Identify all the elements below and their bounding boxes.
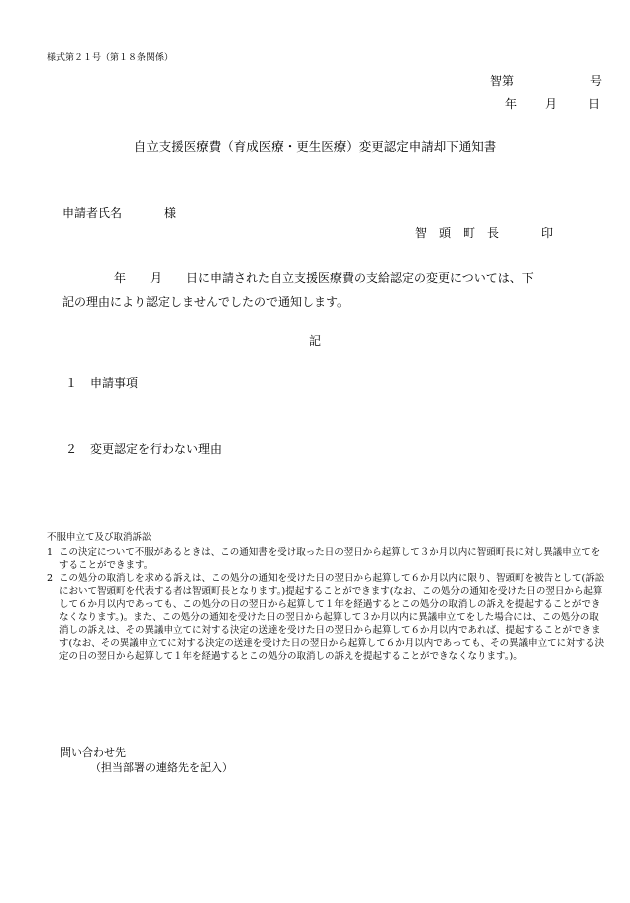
appeal-notice-number: 1 xyxy=(47,547,54,558)
appeal-notice-item xyxy=(47,546,607,572)
body-line-1: 年 月 日に申請された自立支援医療費の支給認定の変更については、下 xyxy=(114,271,534,285)
item-number: １ xyxy=(65,376,78,390)
item-label: 申請事項 xyxy=(90,376,139,390)
notice-body xyxy=(62,266,604,314)
contact-note: （担当部署の連絡先を記入） xyxy=(90,761,233,774)
date-day: 日 xyxy=(588,97,601,111)
applicant-honorific: 様 xyxy=(164,206,177,220)
form-label: 様式第２１号（第１８条関係） xyxy=(47,53,174,63)
item-reason xyxy=(65,440,222,457)
appeal-notice-number: 2 xyxy=(47,573,54,584)
body-line-2: 記の理由により認定しませんでしたので通知します。 xyxy=(62,295,350,309)
item-number: ２ xyxy=(65,442,78,456)
issuer-name: 智 頭 町 長 xyxy=(415,226,500,240)
ki-heading: 記 xyxy=(308,334,321,348)
document-number-prefix: 智第 xyxy=(490,74,515,88)
seal-mark: 印 xyxy=(541,226,554,240)
item-label: 変更認定を行わない理由 xyxy=(90,442,223,456)
item-application xyxy=(65,374,138,391)
appeal-notice-text: この処分の取消しを求める訴えは、この処分の通知を受けた日の翌日から起算して６か月以内に限り、智頭町を被告として(訴訟において智頭町を代表する者は智頭町長となります。)提起することができます(なお、この処分の通知を受けた日の翌日から起算して６か月以内であっても、この処分の日の翌日から起算して１年を経過するとこの処分の取消しの訴えを提起することができなくなります。)。また、この処分の通知を受けた日の翌日から起算して３か月以内に異議申立てをした場合には、この処分の取消しの訴えは、その異議申立てに対する決定の送達を受けた日の翌日から起算して６か月以内であれば、提起することができます(なお、その異議申立てに対する決定の送達を受けた日の翌日から起算して６か月以内であっても、その異議申立てに対する決定の日の翌日から起算して１年を経過するとこの処分の取消しの訴えを提起することができなくなります。)。 xyxy=(59,573,605,662)
applicant-label: 申請者氏名 xyxy=(62,206,123,220)
appeal-notice-heading: 不服申立て及び取消訴訟 xyxy=(47,532,152,543)
date-month: 月 xyxy=(545,97,558,111)
document-title: 自立支援医療費（育成医療・更生医療）変更認定申請却下通知書 xyxy=(133,139,497,154)
appeal-notice xyxy=(47,531,607,663)
appeal-notice-item xyxy=(47,572,607,663)
issuer-line xyxy=(415,224,553,241)
applicant-line xyxy=(62,204,176,221)
contact-label: 問い合わせ先 xyxy=(60,746,126,759)
document-number-suffix: 号 xyxy=(590,74,603,88)
appeal-notice-text: この決定について不服があるときは、この通知書を受け取った日の翌日から起算して３か月以内に智頭町長に対し異議申立てをすることができます。 xyxy=(59,547,601,571)
date-year: 年 xyxy=(505,97,518,111)
appeal-notice-list xyxy=(47,546,607,663)
